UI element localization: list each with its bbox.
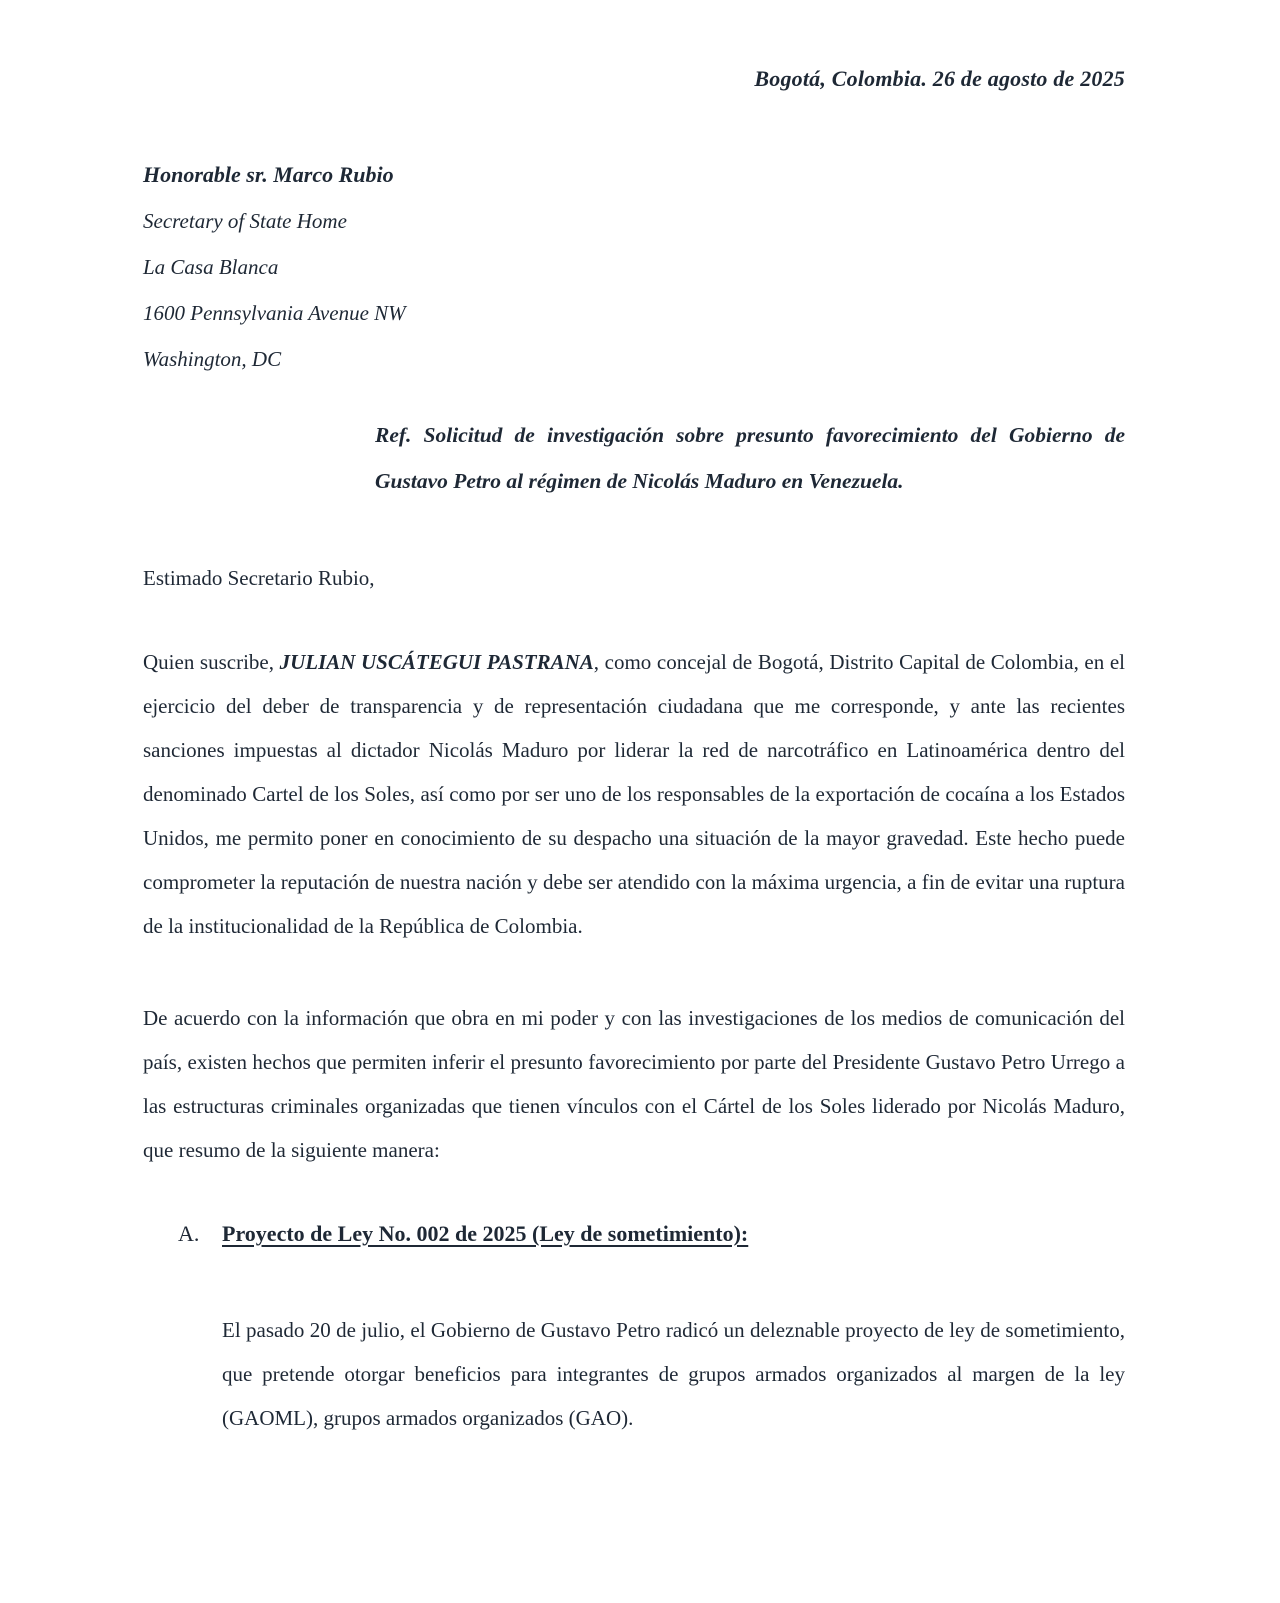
salutation: Estimado Secretario Rubio, — [143, 566, 375, 590]
paragraph-allegations: De acuerdo con la información que obra en mi poder y con las investigaciones de los medios de comunicación del país, existen hechos que permiten inferir el presunto favorecimiento por parte del Presidente Gustavo Petro Urrego a las estructuras criminales organizadas que tienen vínculos con el Cártel de los Soles liderado por Nicolás Maduro, que resumo de la siguiente manera: — [143, 1006, 1125, 1162]
paragraph-rest-text: , como concejal de Bogotá, Distrito Capital de Colombia, en el ejercicio del deber de transparencia y de representación ciudadana que me corresponde, y ante las recientes sanciones impuestas al dictador Nicolás Maduro por liderar la red de narcotráfico en Latinoamérica dentro del denominado Cartel de los Soles, así como por ser uno de los responsables de la exportación de cocaína a los Estados Unidos, me permito poner en conocimiento de su despacho una situación de la mayor gravedad. Este hecho puede comprometer la reputación de nuestra nación y debe ser atendido con la máxima urgencia, a fin de evitar una ruptura de la institucionalidad de la República de Colombia. — [143, 650, 1125, 938]
recipient-block — [143, 152, 1125, 382]
recipient-address-line: Secretary of State Home — [143, 209, 347, 233]
section-a-title: Proyecto de Ley No. 002 de 2025 (Ley de sometimiento): — [222, 1221, 749, 1246]
paragraph-lead-text: Quien suscribe, — [143, 650, 280, 674]
recipient-address-line: La Casa Blanca — [143, 255, 279, 279]
recipient-name: Honorable sr. Marco Rubio — [143, 162, 394, 187]
date-line: Bogotá, Colombia. 26 de agosto de 2025 — [754, 66, 1125, 91]
reference-line: Ref. Solicitud de investigación sobre presunto favorecimiento del Gobierno de Gustavo Petro al régimen de Nicolás Maduro en Venezuela. — [375, 423, 1125, 493]
section-a-heading — [178, 1212, 1125, 1256]
signer-name: JULIAN USCÁTEGUI PASTRANA — [279, 650, 594, 674]
paragraph-section-a-body: El pasado 20 de julio, el Gobierno de Gustavo Petro radicó un deleznable proyecto de ley de sometimiento, que pretende otorgar beneficios para integrantes de grupos armados organizados al margen de la ley (GAOML), grupos armados organizados (GAO). — [222, 1318, 1125, 1430]
paragraph-introduction — [143, 640, 1125, 948]
recipient-address-line: 1600 Pennsylvania Avenue NW — [143, 301, 406, 325]
recipient-address-line: Washington, DC — [143, 347, 282, 371]
section-a-marker: A. — [178, 1221, 200, 1246]
